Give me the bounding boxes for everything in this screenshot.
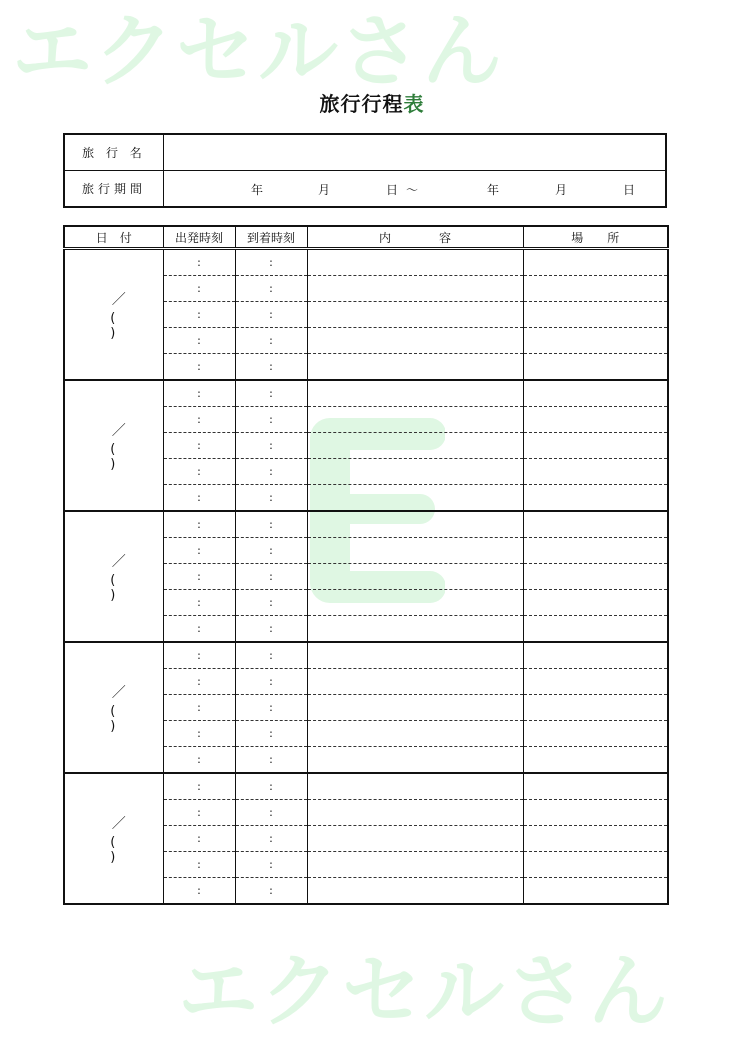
trip-period-field[interactable] <box>164 171 667 208</box>
content-cell[interactable] <box>307 669 523 695</box>
time-colon: : <box>269 727 273 740</box>
arrival-time-cell[interactable] <box>235 302 307 328</box>
arrival-time-cell[interactable] <box>235 485 307 512</box>
place-cell[interactable] <box>523 773 668 800</box>
time-colon: : <box>269 360 273 373</box>
start-month-label: 月 <box>318 183 331 197</box>
place-cell[interactable] <box>523 302 668 328</box>
place-cell[interactable] <box>523 328 668 354</box>
place-cell[interactable] <box>523 511 668 538</box>
departure-time-cell[interactable] <box>163 485 235 512</box>
arrival-time-cell[interactable] <box>235 433 307 459</box>
departure-time-cell[interactable] <box>163 695 235 721</box>
departure-time-cell[interactable] <box>163 747 235 774</box>
arrival-time-cell[interactable] <box>235 511 307 538</box>
time-colon: : <box>269 439 273 452</box>
time-colon: : <box>197 596 201 609</box>
place-cell[interactable] <box>523 485 668 512</box>
content-cell[interactable] <box>307 354 523 381</box>
time-colon: : <box>197 701 201 714</box>
content-cell[interactable] <box>307 302 523 328</box>
time-colon: : <box>197 282 201 295</box>
time-colon: : <box>269 256 273 269</box>
place-cell[interactable] <box>523 564 668 590</box>
weekday-paren: ( ) <box>110 834 138 865</box>
arrival-time-cell[interactable] <box>235 878 307 905</box>
time-colon: : <box>269 832 273 845</box>
date-slash: ／ <box>111 815 126 832</box>
weekday-paren: ( ) <box>110 703 138 734</box>
place-cell[interactable] <box>523 249 668 276</box>
place-cell[interactable] <box>523 407 668 433</box>
content-cell[interactable] <box>307 407 523 433</box>
departure-time-cell[interactable] <box>163 564 235 590</box>
end-year-label: 年 <box>487 183 500 197</box>
time-colon: : <box>269 518 273 531</box>
content-cell[interactable] <box>307 773 523 800</box>
departure-time-cell[interactable] <box>163 669 235 695</box>
departure-time-cell[interactable] <box>163 459 235 485</box>
content-cell[interactable] <box>307 800 523 826</box>
schedule-row <box>64 642 668 669</box>
schedule-row <box>64 380 668 407</box>
time-colon: : <box>269 675 273 688</box>
schedule-row <box>64 249 668 276</box>
start-day-label: 日 <box>386 183 399 197</box>
content-cell[interactable] <box>307 826 523 852</box>
time-colon: : <box>269 413 273 426</box>
end-month-label: 月 <box>555 183 568 197</box>
departure-time-cell[interactable] <box>163 616 235 643</box>
arrival-time-cell[interactable] <box>235 669 307 695</box>
date-cell[interactable] <box>64 249 163 381</box>
time-colon: : <box>269 544 273 557</box>
arrival-time-cell[interactable] <box>235 380 307 407</box>
place-cell[interactable] <box>523 852 668 878</box>
departure-time-cell[interactable] <box>163 826 235 852</box>
arrival-time-cell[interactable] <box>235 852 307 878</box>
place-cell[interactable] <box>523 433 668 459</box>
trip-name-field[interactable] <box>164 134 667 171</box>
time-colon: : <box>269 308 273 321</box>
time-colon: : <box>197 753 201 766</box>
start-year-label: 年 <box>251 183 264 197</box>
time-colon: : <box>269 465 273 478</box>
time-colon: : <box>197 649 201 662</box>
content-cell[interactable] <box>307 642 523 669</box>
place-cell[interactable] <box>523 669 668 695</box>
departure-time-cell[interactable] <box>163 249 235 276</box>
time-colon: : <box>269 334 273 347</box>
arrival-time-cell[interactable] <box>235 407 307 433</box>
time-colon: : <box>197 518 201 531</box>
arrival-time-cell[interactable] <box>235 800 307 826</box>
content-cell[interactable] <box>307 747 523 774</box>
date-slash: ／ <box>111 291 126 308</box>
time-colon: : <box>197 884 201 897</box>
date-cell[interactable] <box>64 380 163 511</box>
departure-time-cell[interactable] <box>163 302 235 328</box>
time-colon: : <box>197 675 201 688</box>
departure-time-cell[interactable] <box>163 407 235 433</box>
time-colon: : <box>197 413 201 426</box>
time-colon: : <box>269 282 273 295</box>
arrival-time-cell[interactable] <box>235 459 307 485</box>
departure-time-cell[interactable] <box>163 354 235 381</box>
place-cell[interactable] <box>523 826 668 852</box>
departure-time-cell[interactable] <box>163 878 235 905</box>
time-colon: : <box>197 780 201 793</box>
content-cell[interactable] <box>307 485 523 512</box>
place-cell[interactable] <box>523 590 668 616</box>
time-colon: : <box>197 727 201 740</box>
departure-time-cell[interactable] <box>163 590 235 616</box>
schedule-row <box>64 773 668 800</box>
time-colon: : <box>197 334 201 347</box>
place-cell[interactable] <box>523 721 668 747</box>
content-cell[interactable] <box>307 433 523 459</box>
date-slash: ／ <box>111 684 126 701</box>
departure-time-cell[interactable] <box>163 800 235 826</box>
weekday-paren: ( ) <box>110 572 138 603</box>
departure-time-cell[interactable] <box>163 276 235 302</box>
departure-time-cell[interactable] <box>163 380 235 407</box>
time-colon: : <box>197 570 201 583</box>
content-cell[interactable] <box>307 721 523 747</box>
time-colon: : <box>197 256 201 269</box>
date-slash: ／ <box>111 553 126 570</box>
time-colon: : <box>197 622 201 635</box>
time-colon: : <box>197 544 201 557</box>
time-colon: : <box>197 806 201 819</box>
arrival-time-cell[interactable] <box>235 538 307 564</box>
content-cell[interactable] <box>307 616 523 643</box>
arrival-time-cell[interactable] <box>235 590 307 616</box>
content-cell[interactable] <box>307 249 523 276</box>
time-colon: : <box>197 491 201 504</box>
header-date: 日 付 <box>64 226 163 249</box>
place-cell[interactable] <box>523 538 668 564</box>
time-colon: : <box>197 360 201 373</box>
trip-info-table <box>63 133 667 208</box>
time-colon: : <box>269 387 273 400</box>
content-cell[interactable] <box>307 695 523 721</box>
time-colon: : <box>269 806 273 819</box>
departure-time-cell[interactable] <box>163 773 235 800</box>
arrival-time-cell[interactable] <box>235 354 307 381</box>
weekday-paren: ( ) <box>110 441 138 472</box>
time-colon: : <box>269 622 273 635</box>
time-colon: : <box>269 491 273 504</box>
time-colon: : <box>197 858 201 871</box>
trip-period-label: 旅行期間 <box>64 171 164 208</box>
departure-time-cell[interactable] <box>163 852 235 878</box>
time-colon: : <box>269 649 273 662</box>
time-colon: : <box>269 884 273 897</box>
content-cell[interactable] <box>307 590 523 616</box>
content-cell[interactable] <box>307 511 523 538</box>
trip-name-label: 旅 行 名 <box>64 134 164 171</box>
content-cell[interactable] <box>307 276 523 302</box>
watermark-top: エクセルさん <box>12 5 504 98</box>
arrival-time-cell[interactable] <box>235 695 307 721</box>
content-cell[interactable] <box>307 380 523 407</box>
header-departure: 出発時刻 <box>163 226 235 249</box>
time-colon: : <box>197 308 201 321</box>
arrival-time-cell[interactable] <box>235 249 307 276</box>
time-colon: : <box>197 439 201 452</box>
time-colon: : <box>269 753 273 766</box>
schedule-row <box>64 511 668 538</box>
time-colon: : <box>269 570 273 583</box>
header-arrival: 到着時刻 <box>235 226 307 249</box>
time-colon: : <box>197 832 201 845</box>
time-colon: : <box>269 596 273 609</box>
arrival-time-cell[interactable] <box>235 328 307 354</box>
place-cell[interactable] <box>523 616 668 643</box>
period-tilde: 〜 <box>406 183 419 197</box>
weekday-paren: ( ) <box>110 310 138 341</box>
arrival-time-cell[interactable] <box>235 747 307 774</box>
watermark-bottom: エクセルさん <box>178 945 670 1038</box>
departure-time-cell[interactable] <box>163 433 235 459</box>
arrival-time-cell[interactable] <box>235 564 307 590</box>
arrival-time-cell[interactable] <box>235 773 307 800</box>
end-day-label: 日 <box>623 183 636 197</box>
date-cell[interactable] <box>64 642 163 773</box>
departure-time-cell[interactable] <box>163 511 235 538</box>
content-cell[interactable] <box>307 328 523 354</box>
date-slash: ／ <box>111 422 126 439</box>
place-cell[interactable] <box>523 878 668 905</box>
arrival-time-cell[interactable] <box>235 642 307 669</box>
departure-time-cell[interactable] <box>163 721 235 747</box>
schedule-table <box>63 225 669 905</box>
place-cell[interactable] <box>523 354 668 381</box>
time-colon: : <box>269 701 273 714</box>
arrival-time-cell[interactable] <box>235 721 307 747</box>
place-cell[interactable] <box>523 747 668 774</box>
place-cell[interactable] <box>523 276 668 302</box>
date-cell[interactable] <box>64 511 163 642</box>
arrival-time-cell[interactable] <box>235 826 307 852</box>
date-cell[interactable] <box>64 773 163 904</box>
time-colon: : <box>269 780 273 793</box>
place-cell[interactable] <box>523 380 668 407</box>
place-cell[interactable] <box>523 800 668 826</box>
place-cell[interactable] <box>523 642 668 669</box>
page-title: 旅行行程表 <box>319 92 425 116</box>
departure-time-cell[interactable] <box>163 328 235 354</box>
place-cell[interactable] <box>523 459 668 485</box>
place-cell[interactable] <box>523 695 668 721</box>
departure-time-cell[interactable] <box>163 538 235 564</box>
time-colon: : <box>197 387 201 400</box>
header-content: 内 容 <box>307 226 523 249</box>
departure-time-cell[interactable] <box>163 642 235 669</box>
content-cell[interactable] <box>307 878 523 905</box>
content-cell[interactable] <box>307 538 523 564</box>
time-colon: : <box>197 465 201 478</box>
time-colon: : <box>269 858 273 871</box>
content-cell[interactable] <box>307 852 523 878</box>
content-cell[interactable] <box>307 459 523 485</box>
arrival-time-cell[interactable] <box>235 616 307 643</box>
content-cell[interactable] <box>307 564 523 590</box>
arrival-time-cell[interactable] <box>235 276 307 302</box>
header-place: 場 所 <box>523 226 668 249</box>
